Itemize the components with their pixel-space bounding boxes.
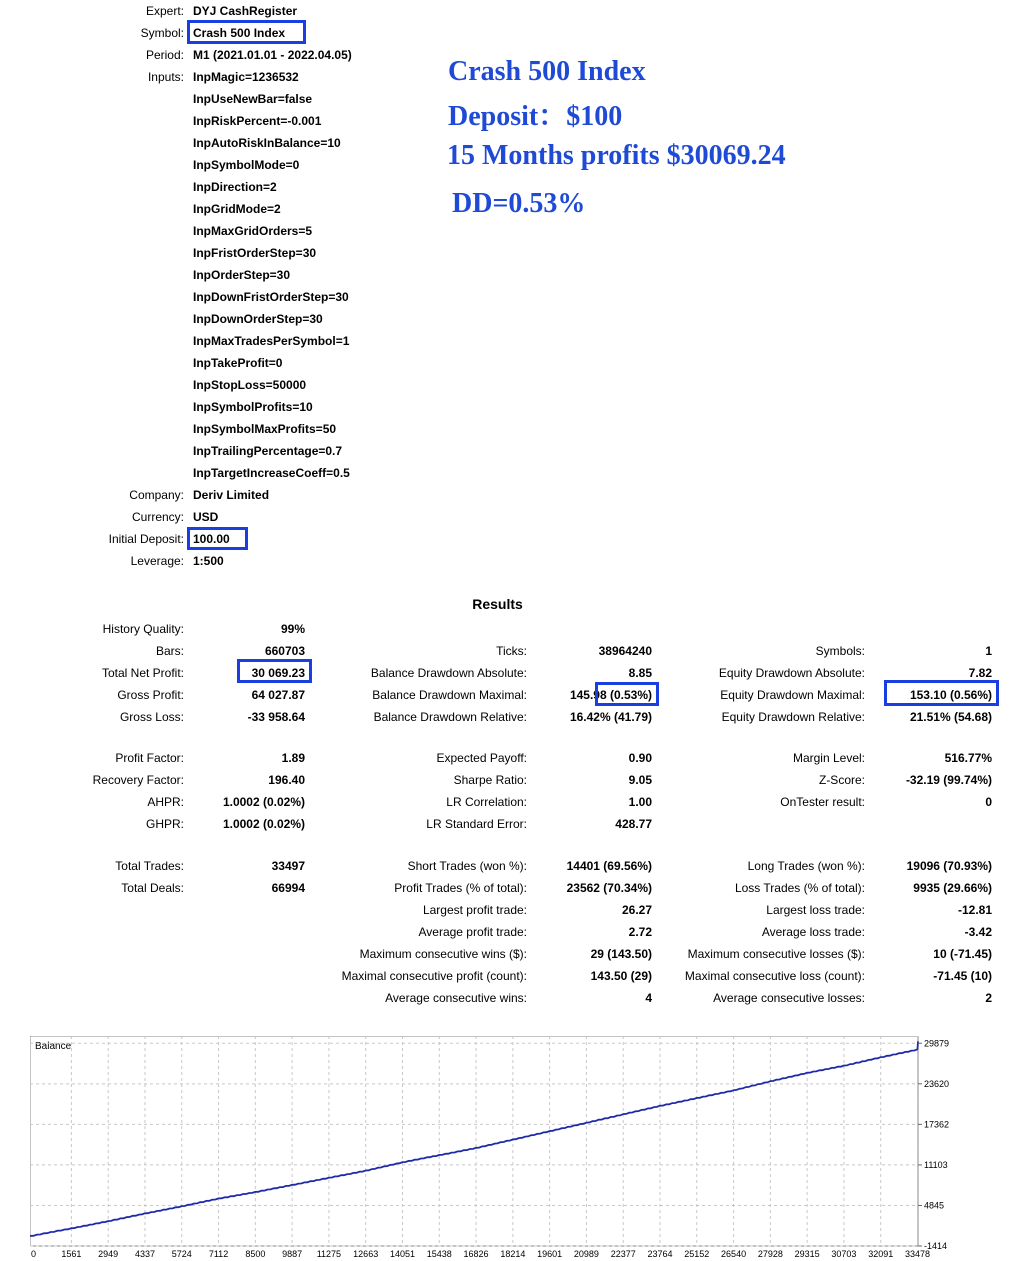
net-profit-highlight-box bbox=[237, 659, 312, 683]
result-label: Gross Profit: bbox=[117, 688, 184, 702]
input-parameter: InpSymbolProfits=10 bbox=[193, 400, 313, 414]
input-parameter: InpTrailingPercentage=0.7 bbox=[193, 444, 343, 458]
result-value: 428.77 bbox=[615, 817, 652, 831]
x-tick-label: 7112 bbox=[208, 1249, 229, 1258]
input-parameter: InpTakeProfit=0 bbox=[193, 356, 283, 370]
x-tick-label: 16826 bbox=[463, 1249, 489, 1258]
input-parameter: InpFristOrderStep=30 bbox=[193, 246, 317, 260]
x-tick-label: 30703 bbox=[831, 1249, 857, 1258]
input-parameter: InpAutoRiskInBalance=10 bbox=[193, 136, 341, 150]
result-label: Gross Loss: bbox=[119, 710, 184, 724]
chart-x-ticks bbox=[31, 1249, 930, 1258]
result-value: 7.82 bbox=[968, 666, 992, 680]
period-label: Period: bbox=[145, 48, 184, 62]
input-parameter: InpDownFristOrderStep=30 bbox=[193, 290, 349, 304]
x-tick-label: 0 bbox=[31, 1249, 37, 1258]
result-label: Bars: bbox=[155, 644, 184, 658]
result-value: 1.89 bbox=[281, 751, 305, 765]
result-value: 33497 bbox=[271, 859, 305, 873]
result-value: -3.42 bbox=[964, 925, 992, 939]
x-tick-label: 19601 bbox=[537, 1249, 563, 1258]
leverage-label: Leverage: bbox=[130, 554, 184, 568]
result-label: LR Correlation: bbox=[446, 795, 527, 809]
x-tick-label: 1561 bbox=[61, 1249, 82, 1258]
result-label: Average consecutive wins: bbox=[385, 991, 527, 1005]
result-value: 23562 (70.34%) bbox=[566, 881, 652, 895]
annotation-symbol: Crash 500 Index bbox=[448, 56, 646, 87]
result-value: 29 (143.50) bbox=[590, 947, 652, 961]
input-parameter: InpUseNewBar=false bbox=[193, 92, 313, 106]
x-tick-label: 32091 bbox=[868, 1249, 894, 1258]
input-parameter: InpTargetIncreaseCoeff=0.5 bbox=[193, 466, 350, 480]
input-parameter: InpMaxTradesPerSymbol=1 bbox=[193, 334, 350, 348]
expert-label: Expert: bbox=[145, 4, 184, 18]
x-tick-label: 25152 bbox=[684, 1249, 710, 1258]
x-tick-label: 2949 bbox=[98, 1249, 119, 1258]
symbol-value: Crash 500 Index bbox=[193, 26, 286, 40]
x-tick-label: 27928 bbox=[757, 1249, 783, 1258]
result-label: Ticks: bbox=[496, 644, 527, 658]
result-value: 145.98 (0.53%) bbox=[569, 688, 652, 702]
result-value: 10 (-71.45) bbox=[933, 947, 992, 961]
y-tick-label: 29879 bbox=[924, 1038, 950, 1049]
company-value: Deriv Limited bbox=[193, 488, 270, 502]
input-parameter: InpStopLoss=50000 bbox=[193, 378, 307, 392]
input-parameter: InpDownOrderStep=30 bbox=[193, 312, 323, 326]
x-tick-label: 18214 bbox=[500, 1249, 526, 1258]
result-label: Maximum consecutive wins ($): bbox=[359, 947, 527, 961]
y-tick-label: -1414 bbox=[924, 1241, 948, 1251]
input-parameter: InpSymbolMode=0 bbox=[193, 158, 300, 172]
result-label: Long Trades (won %): bbox=[747, 859, 865, 873]
x-tick-label: 4337 bbox=[134, 1249, 155, 1258]
result-label: Total Net Profit: bbox=[101, 666, 184, 680]
result-label: GHPR: bbox=[145, 817, 184, 831]
result-label: Maximal consecutive loss (count): bbox=[684, 969, 865, 983]
currency-value: USD bbox=[193, 510, 219, 524]
result-label: Expected Payoff: bbox=[436, 751, 527, 765]
x-tick-label: 8500 bbox=[245, 1249, 266, 1258]
results-title: Results bbox=[472, 596, 523, 612]
expert-value: DYJ CashRegister bbox=[193, 4, 298, 18]
result-value: 14401 (69.56%) bbox=[566, 859, 652, 873]
result-label: Profit Factor: bbox=[115, 751, 184, 765]
result-value: 30 069.23 bbox=[251, 666, 305, 680]
result-label: Maximal consecutive profit (count): bbox=[341, 969, 527, 983]
result-label: OnTester result: bbox=[780, 795, 865, 809]
x-tick-label: 29315 bbox=[794, 1249, 820, 1258]
result-value: 2 bbox=[985, 991, 992, 1005]
result-label: Balance Drawdown Maximal: bbox=[372, 688, 527, 702]
x-tick-label: 9887 bbox=[282, 1249, 303, 1258]
chart-title: Balance bbox=[35, 1041, 72, 1052]
result-value: 1.0002 (0.02%) bbox=[222, 817, 305, 831]
result-label: Margin Level: bbox=[792, 751, 865, 765]
deposit-label: Initial Deposit: bbox=[108, 532, 184, 546]
currency-label: Currency: bbox=[131, 510, 184, 524]
result-value: 38964240 bbox=[598, 644, 652, 658]
leverage-value: 1:500 bbox=[193, 554, 224, 568]
result-value: 66994 bbox=[271, 881, 305, 895]
result-label: Largest profit trade: bbox=[422, 903, 527, 917]
symbol-label: Symbol: bbox=[140, 26, 184, 40]
input-parameter: InpMagic=1236532 bbox=[193, 70, 299, 84]
x-tick-label: 12663 bbox=[353, 1249, 379, 1258]
result-value: 1.00 bbox=[628, 795, 652, 809]
x-tick-label: 5724 bbox=[171, 1249, 192, 1258]
result-value: 1 bbox=[985, 644, 992, 658]
result-value: 16.42% (41.79) bbox=[569, 710, 652, 724]
x-tick-label: 14051 bbox=[389, 1249, 416, 1258]
input-parameter: InpGridMode=2 bbox=[193, 202, 281, 216]
result-value: 153.10 (0.56%) bbox=[909, 688, 992, 702]
result-value: -71.45 (10) bbox=[933, 969, 992, 983]
result-value: 9935 (29.66%) bbox=[913, 881, 992, 895]
company-label: Company: bbox=[129, 488, 184, 502]
result-value: -32.19 (99.74%) bbox=[905, 773, 992, 787]
result-value: 1.0002 (0.02%) bbox=[222, 795, 305, 809]
result-value: 0 bbox=[985, 795, 992, 809]
x-tick-label: 20989 bbox=[573, 1249, 599, 1258]
result-label: Equity Drawdown Relative: bbox=[721, 710, 865, 724]
result-label: Profit Trades (% of total): bbox=[394, 881, 527, 895]
deposit-highlight-box bbox=[187, 527, 248, 550]
input-parameter: InpMaxGridOrders=5 bbox=[193, 224, 313, 238]
result-value: -12.81 bbox=[957, 903, 992, 917]
result-label: AHPR: bbox=[147, 795, 184, 809]
result-label: Average consecutive losses: bbox=[713, 991, 865, 1005]
result-value: 21.51% (54.68) bbox=[909, 710, 992, 724]
result-label: LR Standard Error: bbox=[426, 817, 527, 831]
result-value: 660703 bbox=[264, 644, 305, 658]
result-label: Balance Drawdown Absolute: bbox=[370, 666, 527, 680]
result-label: Symbols: bbox=[815, 644, 865, 658]
result-label: Total Trades: bbox=[115, 859, 184, 873]
result-label: Average profit trade: bbox=[418, 925, 527, 939]
result-label: Short Trades (won %): bbox=[407, 859, 527, 873]
chart-plot-area bbox=[30, 1036, 918, 1246]
result-value: 143.50 (29) bbox=[590, 969, 652, 983]
input-parameter: InpSymbolMaxProfits=50 bbox=[193, 422, 337, 436]
result-value: 196.40 bbox=[268, 773, 305, 787]
history-quality-label: History Quality: bbox=[102, 622, 184, 636]
result-value: 4 bbox=[645, 991, 652, 1005]
equity-dd-highlight-box bbox=[884, 680, 999, 706]
result-label: Equity Drawdown Absolute: bbox=[718, 666, 865, 680]
input-parameter: InpOrderStep=30 bbox=[193, 268, 291, 282]
result-value: 2.72 bbox=[628, 925, 652, 939]
result-label: Total Deals: bbox=[121, 881, 184, 895]
result-label: Sharpe Ratio: bbox=[453, 773, 527, 787]
result-value: 516.77% bbox=[944, 751, 992, 765]
result-label: Largest loss trade: bbox=[766, 903, 865, 917]
x-tick-label: 23764 bbox=[647, 1249, 673, 1258]
result-value: 19096 (70.93%) bbox=[906, 859, 992, 873]
result-value: 26.27 bbox=[621, 903, 652, 917]
y-tick-label: 11103 bbox=[924, 1159, 948, 1170]
result-label: Maximum consecutive losses ($): bbox=[687, 947, 865, 961]
y-tick-label: 4845 bbox=[924, 1200, 945, 1211]
input-parameter: InpRiskPercent=-0.001 bbox=[193, 114, 322, 128]
x-tick-label: 11275 bbox=[316, 1249, 342, 1258]
result-label: Z-Score: bbox=[818, 773, 865, 787]
result-value: 8.85 bbox=[628, 666, 652, 680]
input-parameter: InpDirection=2 bbox=[193, 180, 277, 194]
chart-y-ticks bbox=[918, 1038, 949, 1251]
annotation-drawdown: DD=0.53% bbox=[452, 188, 586, 219]
annotation-deposit: Deposit：$100 bbox=[448, 101, 623, 132]
annotation-profits: 15 Months profits $30069.24 bbox=[447, 140, 786, 171]
result-value: 64 027.87 bbox=[251, 688, 305, 702]
x-tick-label: 33478 bbox=[904, 1249, 931, 1258]
x-tick-label: 26540 bbox=[721, 1249, 747, 1258]
history-quality-value: 99% bbox=[280, 622, 305, 636]
x-tick-label: 15438 bbox=[426, 1249, 452, 1258]
result-label: Equity Drawdown Maximal: bbox=[720, 688, 865, 702]
result-value: -33 958.64 bbox=[247, 710, 305, 724]
result-label: Loss Trades (% of total): bbox=[734, 881, 865, 895]
balance-dd-highlight-box bbox=[595, 682, 659, 706]
y-tick-label: 23620 bbox=[924, 1078, 950, 1089]
result-value: 9.05 bbox=[628, 773, 652, 787]
x-tick-label: 22377 bbox=[610, 1249, 636, 1258]
symbol-highlight-box bbox=[187, 20, 306, 44]
result-label: Balance Drawdown Relative: bbox=[373, 710, 527, 724]
period-value: M1 (2021.01.01 - 2022.04.05) bbox=[193, 48, 352, 62]
inputs-label: Inputs: bbox=[147, 70, 184, 84]
balance-chart bbox=[30, 1036, 990, 1258]
deposit-value: 100.00 bbox=[193, 532, 230, 546]
result-label: Recovery Factor: bbox=[92, 773, 184, 787]
result-label: Average loss trade: bbox=[761, 925, 865, 939]
y-tick-label: 17362 bbox=[924, 1119, 950, 1130]
result-value: 0.90 bbox=[628, 751, 652, 765]
